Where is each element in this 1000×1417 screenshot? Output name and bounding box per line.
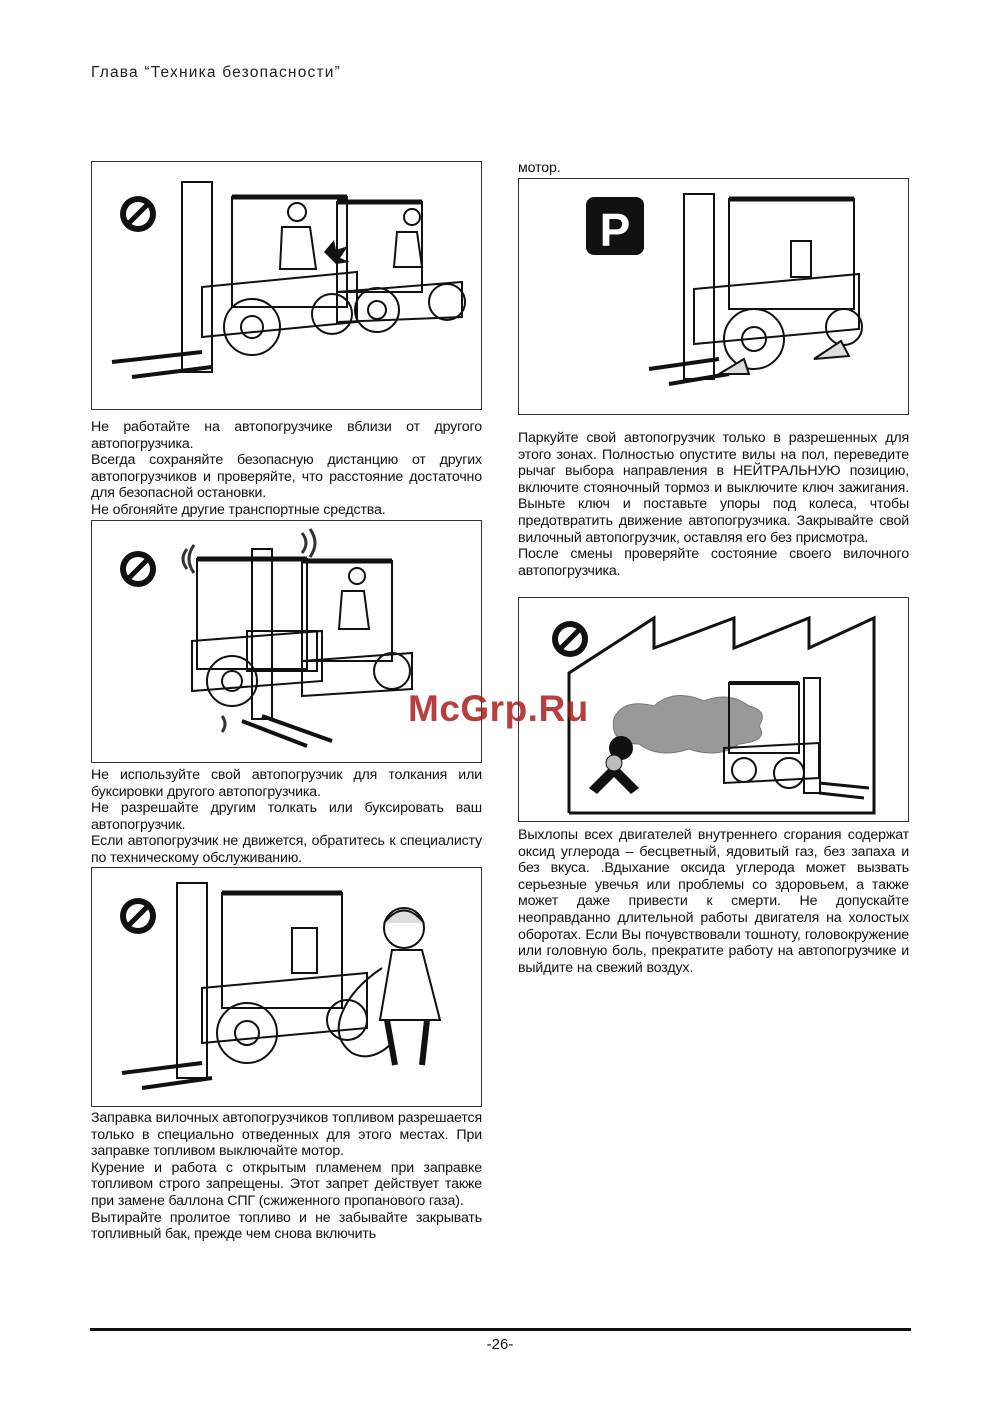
- figure-forklift-parking: [518, 178, 909, 415]
- text-block-2: [91, 767, 482, 867]
- paragraph: Всегда сохраняйте безопасную дистанцию от других автопогрузчиков и проверяйте, что расстояние достаточно для безопасной остановки.: [91, 452, 482, 502]
- prohibition-icon: [120, 551, 156, 587]
- forklift-illustration: [122, 883, 440, 1088]
- paragraph: Выхлопы всех двигателей внутреннего сгорания содержат оксид углерода – бесцветный, ядовитый газ, без запаха и без вкуса. .Вдыхание оксида углерода может вызвать серьезные увечья или проблемы со здоровьем, а также может даже привести к смерти. Не допускайте неоправданно длительной работы двигателя на холостых оборотах. Если Вы почувствовали тошноту, головокружение или головную боль, прекратите работу на автопогрузчике и выйдите на свежий воздух.: [518, 827, 909, 976]
- worker-head-icon: [589, 736, 639, 794]
- paragraph: Не обгоняйте другие транспортные средства.: [91, 501, 386, 518]
- exhaust-cloud: [613, 696, 762, 753]
- forklift-illustration: [112, 182, 465, 377]
- text-block-1: [91, 419, 482, 519]
- parking-sign-icon: [586, 197, 644, 256]
- footer-rule: [90, 1328, 911, 1331]
- figure-forklift-refueling: [91, 867, 482, 1107]
- paragraph: Не работайте на автопогрузчике вблизи от другого автопогрузчика.: [91, 419, 482, 452]
- paragraph: Паркуйте свой автопогрузчик только в разрешенных для этого зонах. Полностью опустите вилы на пол, переведите рычаг выбора направления в НЕЙТРАЛЬНУЮ позицию, включите стояночный тормоз и выключите ключ зажигания. Выньте ключ и поставьте упоры под колеса, чтобы предотвратить движение автопогрузчика. Закрывайте свой вилочный автопогрузчик, оставляя его без присмотра.: [518, 430, 909, 546]
- forklift-illustration: [192, 549, 412, 746]
- paragraph: Не используйте свой автопогрузчик для толкания или буксировки другого автопогрузчика.: [91, 767, 482, 800]
- paragraph: После смены проверяйте состояние своего вилочного автопогрузчика.: [518, 546, 909, 579]
- prohibition-icon: [120, 898, 156, 934]
- watermark: McGrp.Ru: [408, 688, 589, 729]
- paragraph: Вытирайте пролитое топливо и не забывайте закрывать топливный бак, прежде чем снова включить: [91, 1209, 482, 1243]
- text-block-3: [91, 1110, 482, 1243]
- paragraph: Курение и работа с открытым пламенем при заправке топливом строго запрещены. Этот запрет действует также при замене баллона СПГ (сжиженного пропанового газа).: [91, 1159, 482, 1209]
- forklift-illustration: [649, 194, 862, 384]
- paragraph: Не разрешайте другим толкать или буксировать ваш автопогрузчик.: [91, 800, 482, 833]
- parking-sign-letter: P: [599, 204, 631, 256]
- chapter-title: Глава “Техника безопасности”: [91, 64, 341, 81]
- text-continuation: мотор.: [518, 160, 561, 176]
- prohibition-icon: [120, 196, 156, 232]
- text-block-4: [518, 430, 909, 579]
- page-number: -26-: [486, 1336, 514, 1353]
- paragraph: Если автопогрузчик не движется, обратитесь к специалисту по техническому обслуживанию.: [91, 833, 482, 866]
- figure-forklift-proximity: [91, 161, 482, 410]
- text-block-5: [518, 827, 909, 976]
- paragraph: Заправка вилочных автопогрузчиков топливом разрешается только в специально отведенных для этого местах. При заправке топливом выключайте мотор.: [91, 1110, 482, 1160]
- prohibition-icon: [552, 621, 588, 657]
